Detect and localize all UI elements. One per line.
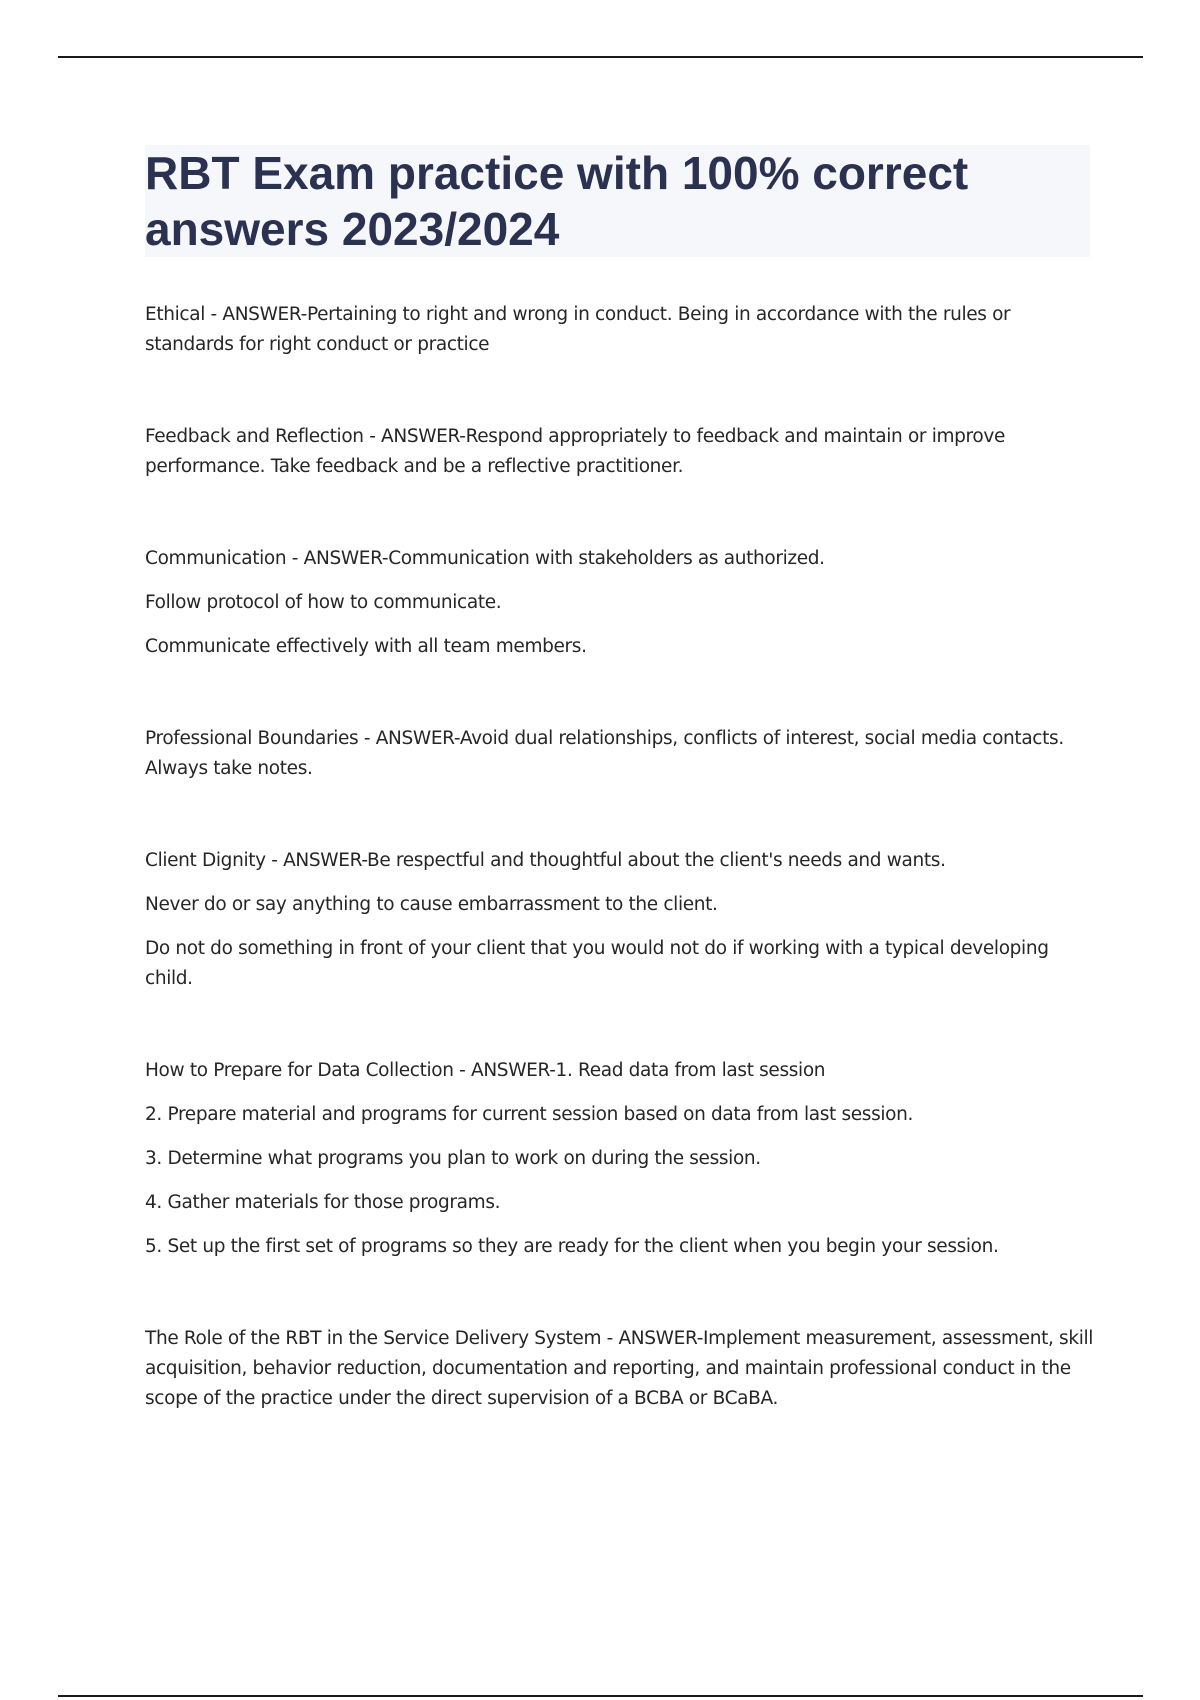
qa-text: Communicate effectively with all team members. — [145, 636, 587, 657]
qa-list — [145, 300, 1095, 1476]
qa-entry-communication — [145, 544, 1095, 662]
qa-entry-feedback-reflection — [145, 422, 1095, 482]
title-banner — [145, 145, 1090, 257]
qa-text: 5. Set up the first set of programs so they are ready for the client when you begin your session. — [145, 1236, 999, 1257]
header-rule — [58, 56, 1143, 58]
qa-entry-professional-boundaries — [145, 724, 1095, 784]
qa-entry-client-dignity — [145, 846, 1095, 994]
qa-text: Do not do something in front of your client that you would not do if working with a typical developing child. — [145, 938, 1049, 989]
qa-text: Professional Boundaries - ANSWER-Avoid dual relationships, conflicts of interest, social media contacts. Always take notes. — [145, 728, 1064, 779]
qa-text: Client Dignity - ANSWER-Be respectful and thoughtful about the client's needs and wants. — [145, 850, 946, 871]
qa-text: The Role of the RBT in the Service Delivery System - ANSWER-Implement measurement, assessment, skill acquisition, behavior reduction, documentation and reporting, and maintain professional conduct in the scope of the practice under the direct supervision of a BCBA or BCaBA. — [145, 1328, 1094, 1409]
qa-text: Ethical - ANSWER-Pertaining to right and wrong in conduct. Being in accordance with the rules or standards for right conduct or practice — [145, 304, 1011, 355]
qa-text: Never do or say anything to cause embarrassment to the client. — [145, 894, 718, 915]
qa-text: How to Prepare for Data Collection - ANSWER-1. Read data from last session — [145, 1060, 826, 1081]
qa-entry-ethical — [145, 300, 1095, 360]
qa-text: 3. Determine what programs you plan to work on during the session. — [145, 1148, 761, 1169]
qa-text: Communication - ANSWER-Communication with stakeholders as authorized. — [145, 548, 825, 569]
qa-text: 4. Gather materials for those programs. — [145, 1192, 501, 1213]
footer-rule — [58, 1695, 1143, 1697]
qa-entry-data-collection — [145, 1056, 1095, 1262]
qa-entry-rbt-role — [145, 1324, 1095, 1414]
qa-text: 2. Prepare material and programs for current session based on data from last session. — [145, 1104, 914, 1125]
qa-text: Feedback and Reflection - ANSWER-Respond appropriately to feedback and maintain or improve performance. Take feedback and be a reflective practitioner. — [145, 426, 1005, 477]
page-title: RBT Exam practice with 100% correct answers 2023/2024 — [145, 147, 969, 255]
qa-text: Follow protocol of how to communicate. — [145, 592, 502, 613]
